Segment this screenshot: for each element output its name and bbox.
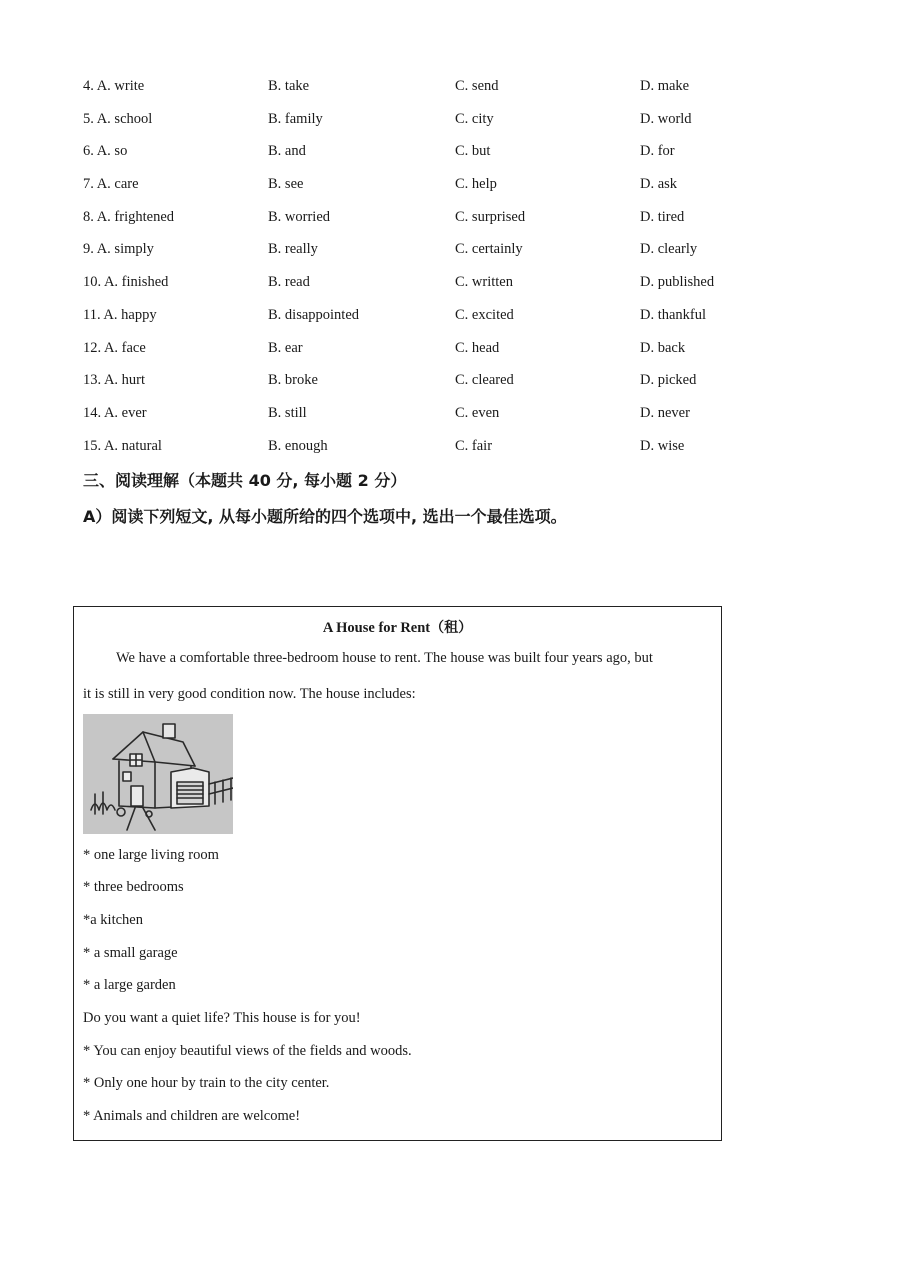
ad-paragraph-line-2: it is still in very good condition now. The house includes:	[83, 686, 416, 702]
question-row	[83, 109, 783, 142]
option-c: C. cleared	[455, 372, 514, 389]
option-d: D. published	[640, 274, 715, 291]
option-d: D. make	[640, 78, 690, 94]
option-c: C. help	[455, 176, 497, 193]
ad-title	[74, 617, 721, 637]
option-a: 5. A. school	[83, 110, 153, 127]
option-b: B. broke	[268, 372, 318, 389]
option-a: 15. A. natural	[83, 437, 162, 454]
option-c: C. city	[455, 110, 494, 127]
option-d: D. picked	[640, 372, 697, 389]
option-a: 6. A. so	[83, 143, 128, 160]
ad-title-zh: （租）	[430, 620, 473, 636]
option-c: C. surprised	[455, 208, 526, 225]
option-b: B. enough	[268, 437, 328, 454]
question-row	[83, 239, 783, 272]
option-b: B. worried	[268, 208, 331, 225]
selling-point: * Only one hour by train to the city center.	[83, 1075, 330, 1091]
quiet-life-line: Do you want a quiet life? This house is for you!	[83, 1010, 361, 1026]
feature-item: * a large garden	[83, 977, 176, 993]
feature-item: *a kitchen	[83, 912, 143, 928]
question-options	[83, 76, 783, 468]
question-row	[83, 338, 783, 371]
option-a: 10. A. finished	[83, 274, 169, 291]
option-d: D. for	[640, 143, 675, 160]
question-row	[83, 141, 783, 174]
question-row	[83, 272, 783, 305]
option-a: 11. A. happy	[83, 306, 157, 323]
option-b: B. family	[268, 110, 323, 127]
option-b: B. and	[268, 143, 306, 160]
option-b: B. take	[268, 78, 310, 94]
option-c: C. but	[455, 143, 491, 160]
question-row	[83, 174, 783, 207]
option-c: C. written	[455, 274, 513, 291]
option-a: 13. A. hurt	[83, 372, 146, 389]
option-d: D. clearly	[640, 241, 698, 258]
option-c: C. head	[455, 339, 500, 356]
option-d: D. ask	[640, 176, 678, 193]
ad-paragraph-line-1: We have a comfortable three-bedroom house to rent. The house was built four years ago, but	[116, 650, 653, 666]
question-row	[83, 403, 783, 436]
house-sketch-icon	[83, 714, 233, 834]
section-title: 三、阅读理解（本题共 40 分, 每小题 2 分）	[83, 471, 407, 490]
feature-item: * three bedrooms	[83, 879, 184, 895]
feature-item: * a small garage	[83, 945, 178, 961]
option-b: B. read	[268, 274, 310, 291]
option-d: D. back	[640, 339, 686, 356]
option-c: C. send	[455, 78, 499, 94]
option-d: D. wise	[640, 437, 685, 454]
selling-point: * You can enjoy beautiful views of the fields and woods.	[83, 1043, 412, 1059]
option-b: B. ear	[268, 339, 303, 356]
question-row	[83, 76, 783, 109]
option-a: 14. A. ever	[83, 404, 147, 421]
house-illustration	[83, 714, 233, 834]
option-b: B. see	[268, 176, 304, 193]
option-d: D. tired	[640, 208, 685, 225]
selling-point: * Animals and children are welcome!	[83, 1108, 301, 1124]
option-d: D. thankful	[640, 306, 707, 323]
option-a: 8. A. frightened	[83, 208, 175, 225]
question-row	[83, 207, 783, 240]
option-a: 12. A. face	[83, 339, 146, 356]
option-d: D. world	[640, 110, 692, 127]
option-c: C. even	[455, 404, 500, 421]
option-a: 9. A. simply	[83, 241, 154, 258]
question-row	[83, 436, 783, 469]
ad-title-en: A House for Rent	[322, 620, 431, 636]
question-row	[83, 370, 783, 403]
option-b: B. disappointed	[268, 306, 360, 323]
option-b: B. really	[268, 241, 318, 258]
option-c: C. certainly	[455, 241, 523, 258]
option-d: D. never	[640, 404, 690, 421]
section-instructions: A）阅读下列短文, 从每小题所给的四个选项中, 选出一个最佳选项。	[83, 507, 567, 526]
option-a: 4. A. write	[83, 78, 145, 94]
option-a: 7. A. care	[83, 176, 139, 193]
option-c: C. excited	[455, 306, 514, 323]
option-b: B. still	[268, 404, 307, 421]
feature-item: * one large living room	[83, 847, 219, 863]
rental-ad-box	[73, 606, 722, 1141]
option-c: C. fair	[455, 437, 493, 454]
question-row	[83, 305, 783, 338]
